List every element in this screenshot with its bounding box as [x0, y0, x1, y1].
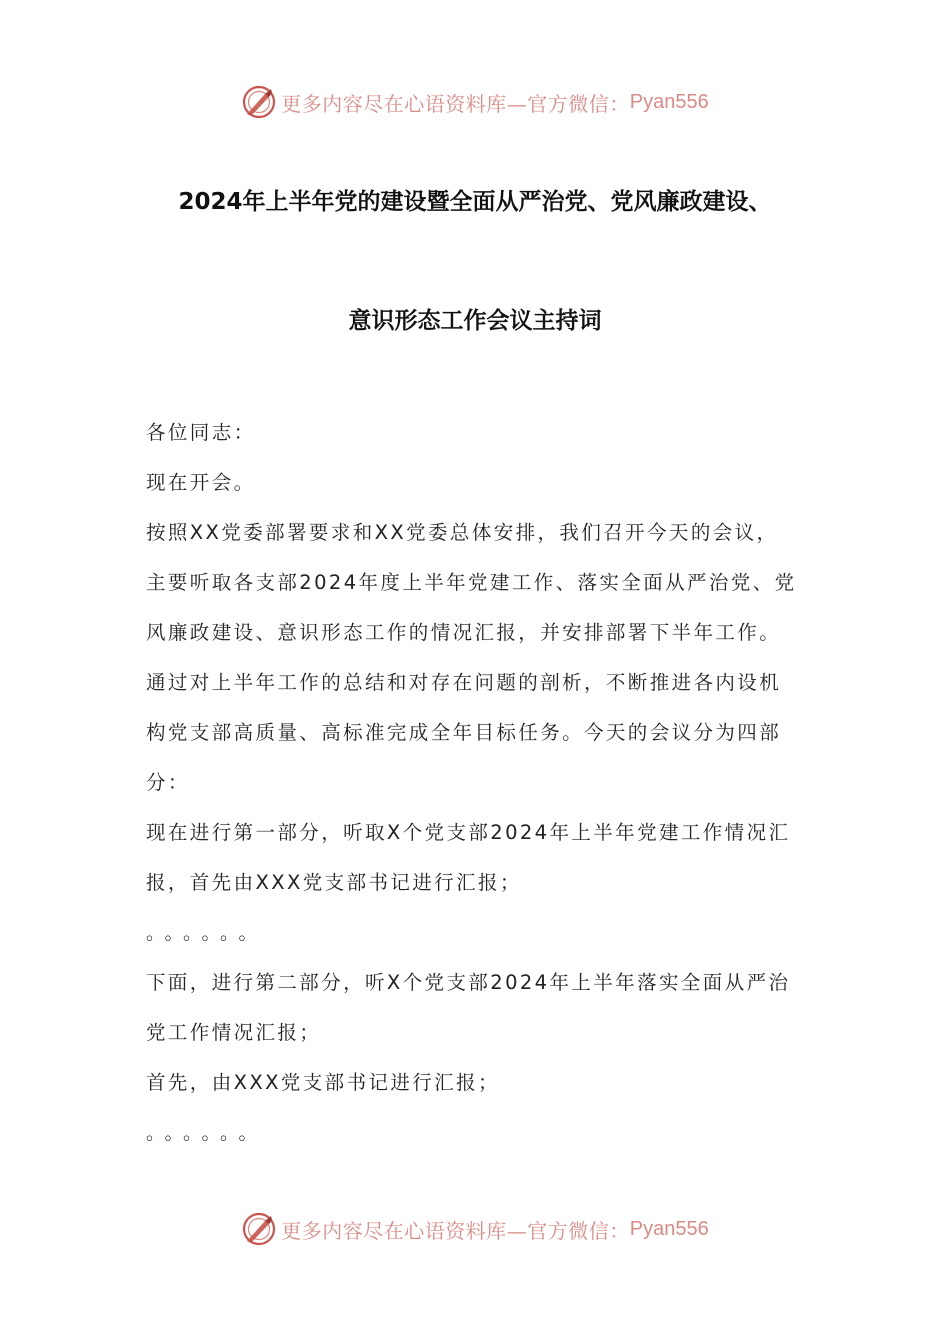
- watermark-text: 更多内容尽在心语资料库—官方微信：: [281, 1218, 630, 1243]
- body-line: 按照XX党委部署要求和XX党委总体安排，我们召开今天的会议，: [146, 521, 779, 544]
- ellipsis-line: 。。。。。。: [146, 922, 267, 944]
- body-line: 党工作情况汇报；: [146, 1021, 322, 1044]
- body-line: 主要听取各支部2024年度上半年党建工作、落实全面从严治党、党: [146, 571, 797, 594]
- header-watermark: [0, 82, 950, 122]
- watermark-wechat-id: Pyan556: [629, 1217, 709, 1240]
- ellipsis-line: 。。。。。。: [146, 1122, 267, 1144]
- body-line: 分：: [146, 771, 190, 794]
- footer-watermark: [0, 1209, 950, 1249]
- document-body: [146, 416, 811, 1166]
- watermark-text: 更多内容尽在心语资料库—官方微信：: [281, 91, 630, 116]
- body-line: 通过对上半年工作的总结和对存在问题的剖析，不断推进各内设机: [146, 671, 782, 694]
- pen-logo-icon: [241, 1211, 277, 1247]
- body-line: 首先，由XXX党支部书记进行汇报；: [146, 1071, 500, 1094]
- body-line: 报，首先由XXX党支部书记进行汇报；: [146, 871, 522, 894]
- body-line: 构党支部高质量、高标准完成全年目标任务。今天的会议分为四部: [146, 721, 782, 744]
- body-line: 现在开会。: [146, 471, 256, 494]
- watermark-wechat-id: Pyan556: [629, 90, 709, 113]
- body-line: 风廉政建设、意识形态工作的情况汇报，并安排部署下半年工作。: [146, 621, 782, 644]
- document-title-line-2: 意识形态工作会议主持词: [348, 308, 602, 334]
- document-title-line-1: 2024年上半年党的建设暨全面从严治党、党风廉政建设、: [178, 189, 772, 215]
- body-line: 各位同志：: [146, 421, 256, 444]
- body-line: 现在进行第一部分，听取X个党支部2024年上半年党建工作情况汇: [146, 821, 791, 844]
- body-line: 下面，进行第二部分，听X个党支部2024年上半年落实全面从严治: [146, 971, 791, 994]
- pen-logo-icon: [241, 84, 277, 120]
